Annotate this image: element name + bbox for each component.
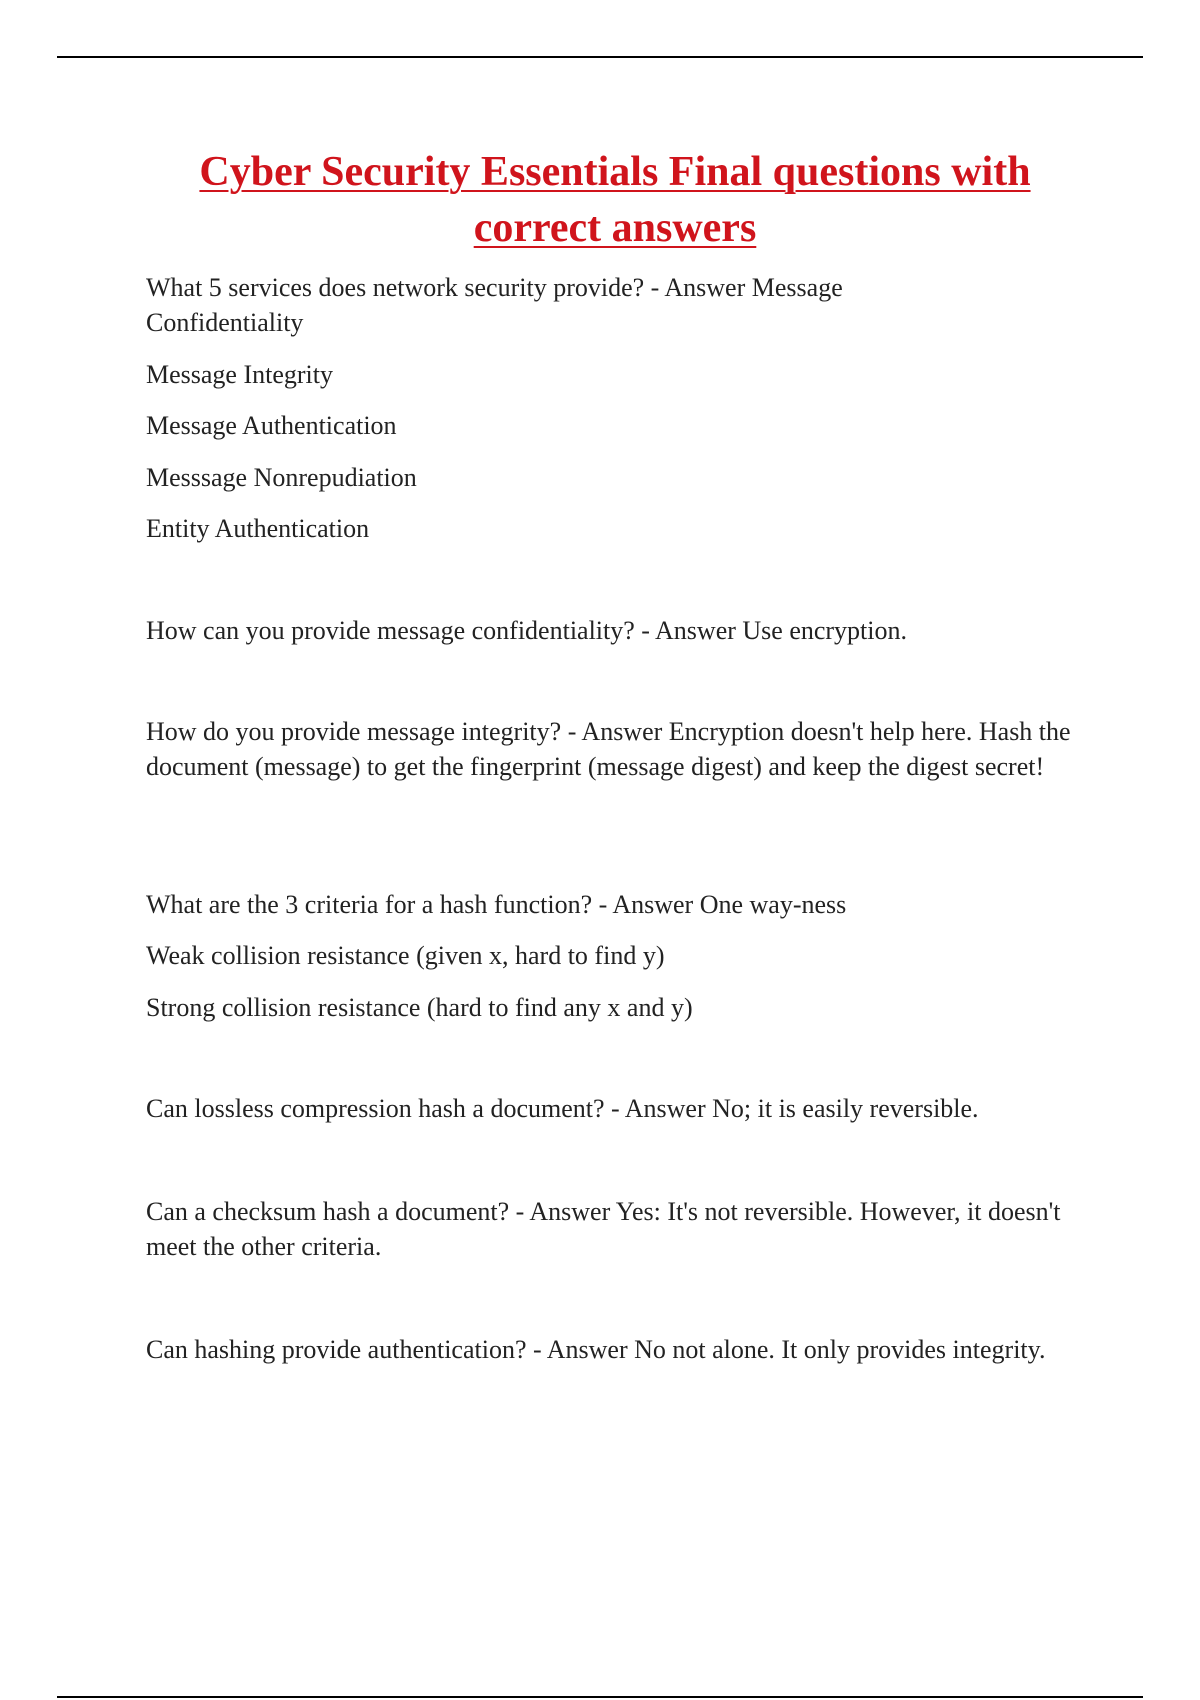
qa-checksum: Can a checksum hash a document? - Answer Yes: It's not reversible. However, it doesn't meet the other criteria. xyxy=(146,1197,1061,1261)
qa-services-item-authentication: Message Authentication xyxy=(146,411,397,440)
qa-services-item-nonrepudiation: Messsage Nonrepudiation xyxy=(146,463,417,492)
qa-services-item-entity: Entity Authentication xyxy=(146,514,370,543)
document-title: Cyber Security Essentials Final questions with correct answers xyxy=(199,149,1031,251)
qa-hash-criteria-strong: Strong collision resistance (hard to find any x and y) xyxy=(146,993,693,1022)
qa-hash-criteria-question: What are the 3 criteria for a hash function? - Answer One way-ness xyxy=(146,890,847,919)
qa-integrity: How do you provide message integrity? - Answer Encryption doesn't help here. Hash the document (message) to get the fingerprint (message digest) and keep the digest secret! xyxy=(146,717,1071,781)
qa-hash-criteria-weak: Weak collision resistance (given x, hard to find y) xyxy=(146,941,665,970)
qa-hashing-authentication: Can hashing provide authentication? - Answer No not alone. It only provides integrity. xyxy=(146,1335,1046,1364)
qa-services-question: What 5 services does network security provide? - Answer Message Confidentiality xyxy=(146,273,843,337)
header-rule xyxy=(57,56,1143,58)
footer-rule xyxy=(57,1696,1143,1698)
qa-services-item-integrity: Message Integrity xyxy=(146,360,334,389)
qa-lossless-compression: Can lossless compression hash a document? - Answer No; it is easily reversible. xyxy=(146,1094,979,1123)
qa-confidentiality: How can you provide message confidentiality? - Answer Use encryption. xyxy=(146,616,908,645)
